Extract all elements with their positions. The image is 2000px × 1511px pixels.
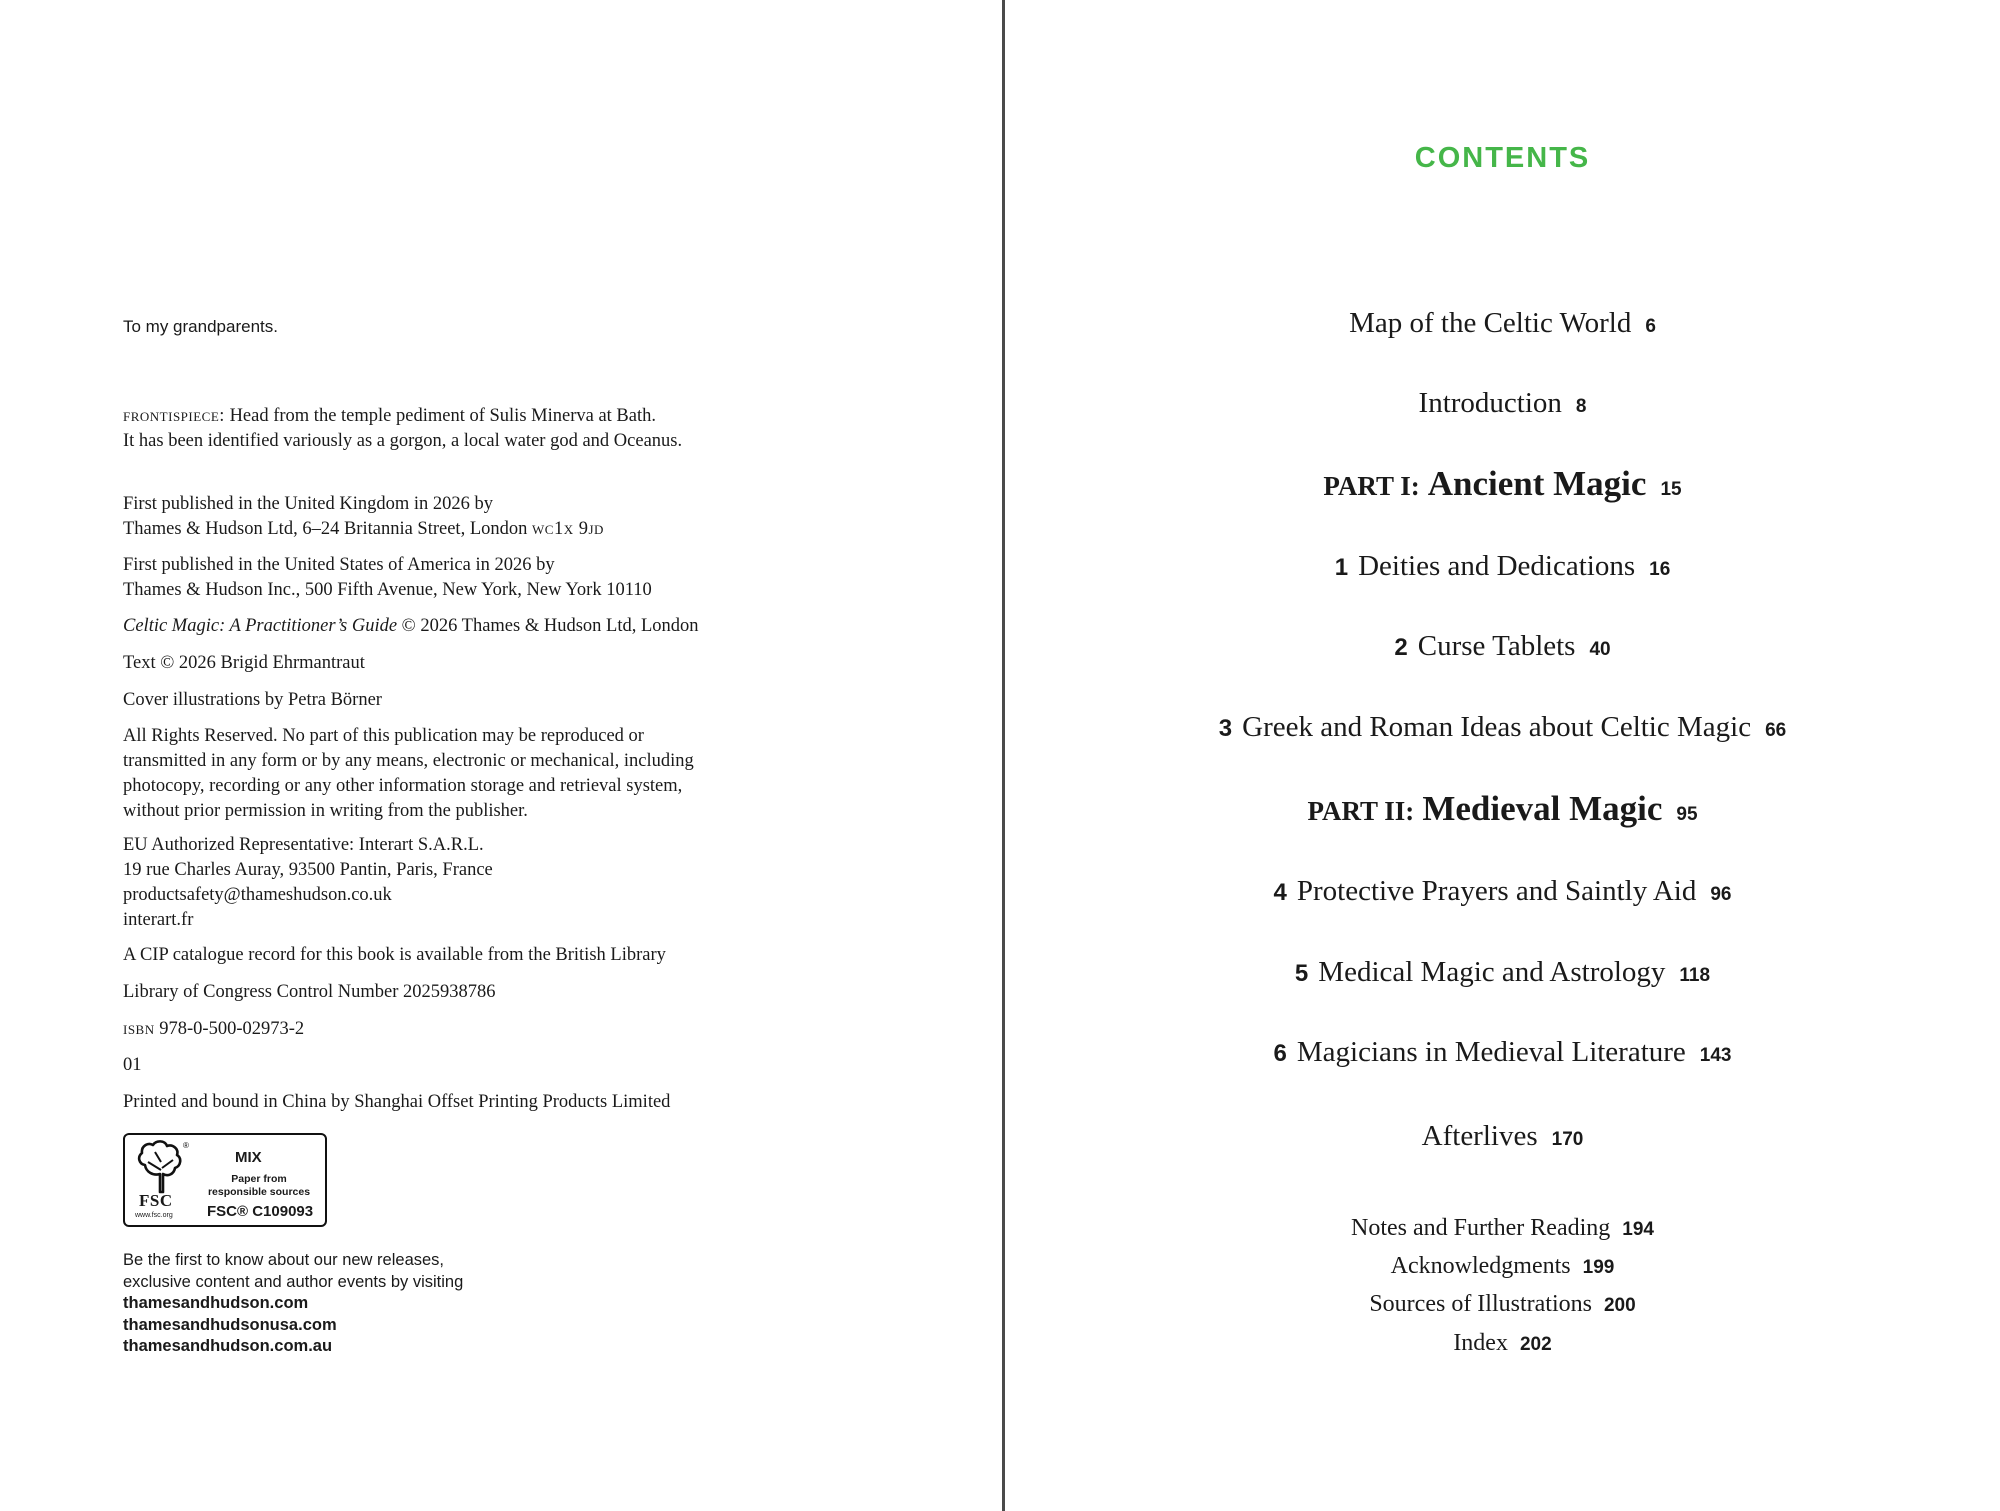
toc-chapter-1[interactable] (1005, 550, 2000, 583)
toc-page-number: 96 (1710, 884, 1732, 905)
toc-part-title: Medieval Magic (1422, 789, 1663, 828)
fsc-tree-logo-icon (133, 1140, 191, 1194)
toc-chapter-6[interactable] (1005, 1036, 2000, 1069)
toc-entry-title: Map of the Celtic World (1349, 307, 1632, 339)
uk-line-2: Thames & Hudson Ltd, 6–24 Britannia Street, London (123, 519, 532, 539)
toc-chapter-4[interactable] (1005, 875, 2000, 908)
toc-chapter-number: 2 (1394, 634, 1408, 661)
fsc-paper-line-1: Paper from (231, 1173, 287, 1185)
toc-page-number: 95 (1676, 804, 1698, 825)
rights-line: without prior permission in writing from the publisher. (123, 801, 528, 821)
toc-page-number: 40 (1589, 639, 1611, 660)
toc-part-1[interactable] (1005, 464, 2000, 504)
text-copyright: Text © 2026 Brigid Ehrmantraut (123, 653, 365, 673)
toc-entry-title: Medical Magic and Astrology (1318, 956, 1666, 988)
eu-rep-line: EU Authorized Representative: Interart S.A.R.L. (123, 835, 484, 855)
toc-entry-title: Notes and Further Reading (1351, 1215, 1611, 1241)
toc-entry-title: Introduction (1418, 387, 1562, 419)
book-copyright-holder: © 2026 Thames & Hudson Ltd, London (397, 616, 699, 636)
toc-chapter-5[interactable] (1005, 956, 2000, 989)
eu-rep-email: productsafety@thameshudson.co.uk (123, 885, 392, 905)
toc-page-number: 15 (1660, 479, 1682, 500)
isbn (123, 1017, 304, 1042)
eu-rep-address: 19 rue Charles Auray, 93500 Pantin, Paris, France (123, 860, 493, 880)
toc-part-label: PART II: (1307, 796, 1415, 826)
dedication: To my grandparents. (123, 317, 278, 336)
printer-notice: Printed and bound in China by Shanghai Offset Printing Products Limited (123, 1092, 671, 1112)
website-link-us[interactable]: thamesandhudsonusa.com (123, 1315, 337, 1334)
toc-entry-title: Sources of Illustrations (1369, 1291, 1592, 1317)
toc-page-number: 118 (1679, 965, 1711, 986)
toc-page-number: 200 (1603, 1295, 1636, 1316)
fsc-website: www.fsc.org (135, 1212, 173, 1219)
toc-chapter-number: 4 (1273, 879, 1287, 906)
website-link-au[interactable]: thamesandhudson.com.au (123, 1337, 333, 1355)
promo-line-1: Be the first to know about our new releases, (123, 1251, 445, 1269)
fsc-paper-source (203, 1173, 315, 1199)
toc-page-number: 202 (1519, 1334, 1552, 1355)
toc-page-number: 170 (1551, 1129, 1584, 1150)
rights-line: All Rights Reserved. No part of this publication may be reproduced or (123, 726, 644, 746)
toc-part-title: Ancient Magic (1427, 464, 1647, 503)
toc-chapter-3[interactable] (1005, 711, 2000, 744)
toc-entry-title: Protective Prayers and Saintly Aid (1296, 875, 1697, 907)
us-publication-notice (123, 553, 652, 603)
uk-line-1: First published in the United Kingdom in 2026 by (123, 494, 493, 514)
frontispiece-line-1: Head from the temple pediment of Sulis Minerva at Bath. (224, 406, 656, 426)
eu-rep-website: interart.fr (123, 910, 194, 930)
website-link-uk[interactable]: thamesandhudson.com (123, 1294, 309, 1312)
toc-page-number: 194 (1622, 1219, 1654, 1240)
uk-postcode: wc1x 9jd (532, 519, 604, 539)
contents-page (1005, 0, 2000, 1511)
loc-number: Library of Congress Control Number 2025938786 (123, 982, 496, 1002)
toc-chapter-2[interactable] (1005, 630, 2000, 663)
toc-entry-title: Deities and Dedications (1358, 550, 1636, 582)
toc-chapter-number: 1 (1334, 554, 1349, 581)
toc-chapter-number: 6 (1273, 1040, 1287, 1067)
toc-entry-map[interactable] (1005, 307, 2000, 340)
toc-chapter-number: 5 (1294, 960, 1309, 987)
promo-line-2: exclusive content and author events by visiting (123, 1272, 464, 1291)
toc-entry-afterlives[interactable] (1005, 1120, 2000, 1153)
cip-notice: A CIP catalogue record for this book is available from the British Library (123, 945, 666, 965)
book-title: Celtic Magic: A Practitioner’s Guide (123, 616, 398, 636)
us-line-1: First published in the United States of America in 2026 by (123, 555, 555, 575)
fsc-mix: MIX (235, 1149, 262, 1166)
toc-entry-introduction[interactable] (1005, 387, 2000, 420)
uk-publication-notice (123, 492, 604, 542)
toc-back-sources[interactable] (1005, 1291, 2000, 1318)
toc-entry-title: Curse Tablets (1417, 630, 1576, 662)
print-number: 01 (123, 1055, 142, 1075)
rights-line: transmitted in any form or by any means, electronic or mechanical, including (123, 751, 694, 771)
cover-credit: Cover illustrations by Petra Börner (123, 690, 382, 710)
toc-page-number: 8 (1575, 396, 1587, 417)
fsc-label (123, 1133, 327, 1227)
toc-entry-title: Greek and Roman Ideas about Celtic Magic (1242, 711, 1752, 743)
eu-representative (123, 833, 493, 933)
toc-page-number: 66 (1765, 720, 1787, 741)
toc-back-index[interactable] (1005, 1330, 2000, 1357)
fsc-paper-line-2: responsible sources (207, 1186, 311, 1198)
toc-chapter-number: 3 (1218, 715, 1233, 742)
fsc-wordmark: FSC (139, 1191, 173, 1210)
book-copyright (123, 614, 699, 639)
contents-heading: CONTENTS (1414, 142, 1591, 174)
rights-line: photocopy, recording or any other information storage and retrieval system, (123, 776, 683, 796)
frontispiece-label: frontispiece: (123, 406, 225, 426)
toc-page-number: 6 (1645, 316, 1656, 337)
toc-back-acknowledgments[interactable] (1005, 1253, 2000, 1280)
frontispiece-line-2: It has been identified variously as a gorgon, a local water god and Oceanus. (123, 431, 683, 451)
toc-page-number: 143 (1699, 1045, 1732, 1066)
us-line-2: Thames & Hudson Inc., 500 Fifth Avenue, New York, New York 10110 (123, 580, 652, 600)
fsc-code: FSC® C109093 (207, 1203, 314, 1220)
toc-page-number: 199 (1582, 1257, 1615, 1278)
toc-entry-title: Afterlives (1421, 1120, 1538, 1152)
toc-back-notes[interactable] (1005, 1215, 2000, 1242)
newsletter-promo (123, 1250, 463, 1358)
svg-text:®: ® (183, 1141, 189, 1150)
toc-entry-title: Magicians in Medieval Literature (1296, 1036, 1686, 1068)
rights-notice (123, 724, 694, 824)
frontispiece-caption (123, 404, 682, 454)
isbn-label: isbn (123, 1019, 155, 1039)
isbn-value: 978-0-500-02973-2 (154, 1019, 305, 1039)
toc-part-2[interactable] (1005, 789, 2000, 829)
toc-part-label: PART I: (1323, 471, 1420, 501)
toc-page-number: 16 (1649, 559, 1671, 580)
toc-entry-title: Index (1453, 1330, 1508, 1356)
toc-entry-title: Acknowledgments (1390, 1253, 1571, 1279)
